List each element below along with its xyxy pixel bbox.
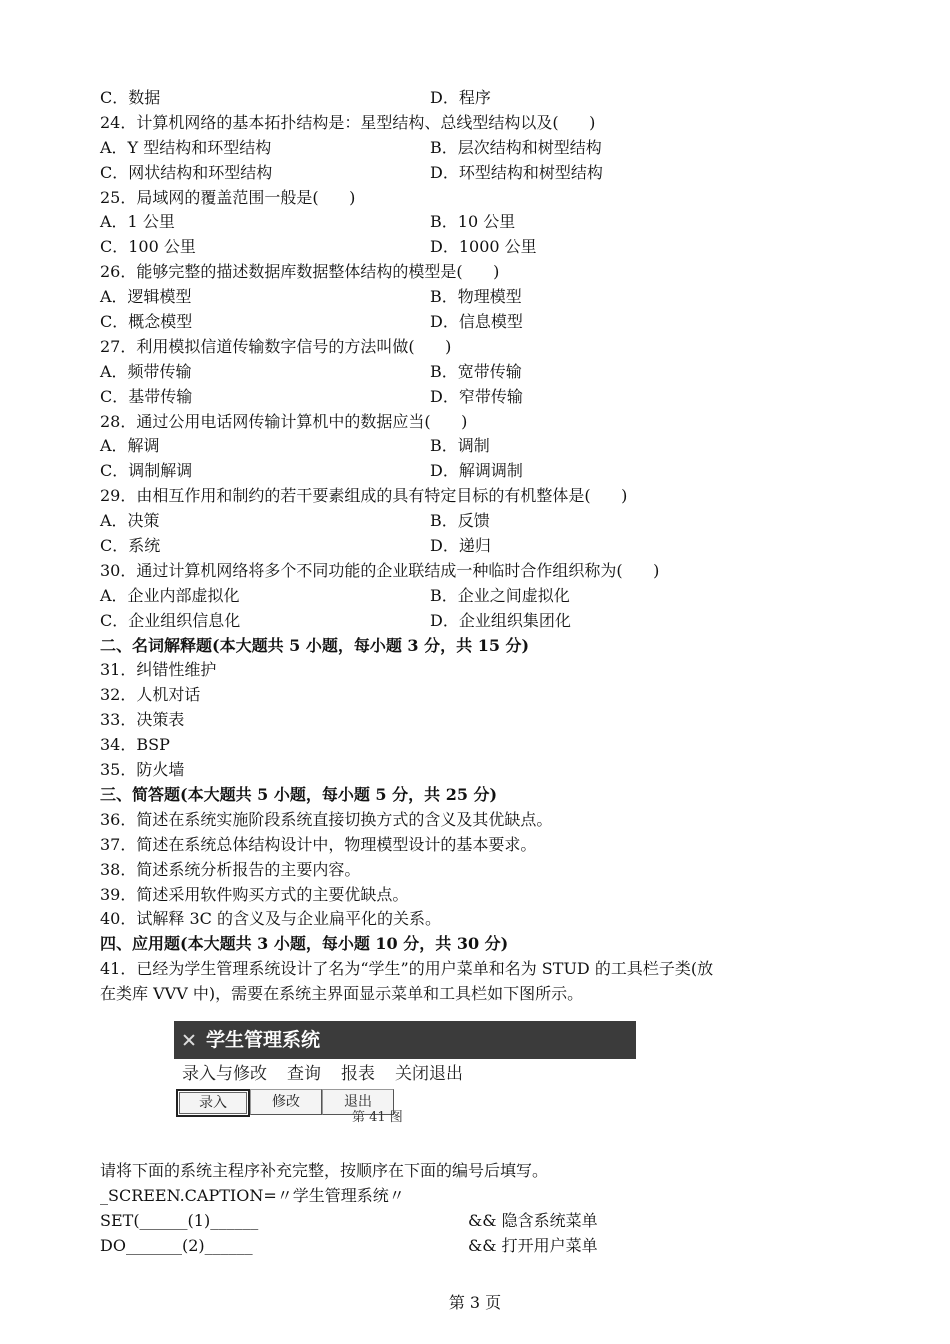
q26-stem: 26．能够完整的描述数据库数据整体结构的模型是( ) xyxy=(100,262,500,282)
code-line-1: SET(______(1)______ && 隐含系统菜单 xyxy=(100,1210,598,1230)
q29-stem: 29．由相互作用和制约的若干要素组成的具有特定目标的有机整体是( ) xyxy=(100,486,628,506)
q25-options-cd: C．100 公里 D．1000 公里 xyxy=(100,237,537,257)
q25-options-ab: A．1 公里 B．10 公里 xyxy=(100,212,516,232)
section-3-item: 40．试解释 3C 的含义及与企业扁平化的关系。 xyxy=(100,909,441,929)
section-3-item: 37．简述在系统总体结构设计中，物理模型设计的基本要求。 xyxy=(100,834,537,854)
q29-options-ab: A．决策 B．反馈 xyxy=(100,511,490,531)
page-number: 第 3 页 xyxy=(448,1293,502,1312)
q23-options-cd: C．数据 D．程序 xyxy=(100,88,491,107)
q24-options-cd: C．网状结构和环型结构 D．环型结构和树型结构 xyxy=(100,162,603,182)
menu-item-query[interactable]: 查询 xyxy=(287,1063,321,1084)
q24-options-ab: A．Y 型结构和环型结构 B．层次结构和树型结构 xyxy=(100,137,602,157)
q27-stem: 27．利用模拟信道传输数字信号的方法叫做( ) xyxy=(100,336,452,356)
page-content xyxy=(100,86,860,1259)
figure-41 xyxy=(100,1007,860,1159)
q24-stem: 24．计算机网络的基本拓扑结构是：星型结构、总线型结构以及( ) xyxy=(100,112,596,132)
q30-options-cd: C．企业组织信息化 D．企业组织集团化 xyxy=(100,610,571,630)
q26-options-cd: C．概念模型 D．信息模型 xyxy=(100,312,523,332)
window-title: 学生管理系统 xyxy=(206,1028,321,1051)
q41-text-line-1: 41．已经为学生管理系统设计了名为“学生”的用户菜单和名为 STUD 的工具栏子类(放 xyxy=(100,959,714,979)
q28-options-ab: A．解调 B．调制 xyxy=(100,436,490,456)
student-system-window xyxy=(174,1021,636,1119)
app-icon xyxy=(180,1031,198,1049)
toolbar xyxy=(174,1089,636,1119)
section-2-heading: 二、名词解释题(本大题共 5 小题，每小题 3 分，共 15 分) xyxy=(100,635,530,655)
section-2-item: 35．防火墙 xyxy=(100,760,185,780)
menu-item-close-exit[interactable]: 关闭退出 xyxy=(395,1063,463,1084)
section-2-item: 31．纠错性维护 xyxy=(100,660,217,680)
exit-button[interactable]: 退出 xyxy=(322,1089,394,1115)
q28-stem: 28．通过公用电话网传输计算机中的数据应当( ) xyxy=(100,411,468,431)
menu-item-report[interactable]: 报表 xyxy=(341,1063,375,1084)
q27-options-cd: C．基带传输 D．窄带传输 xyxy=(100,386,523,406)
q41-text-line-2: 在类库 VVV 中)，需要在系统主界面显示菜单和工具栏如下图所示。 xyxy=(100,984,584,1004)
q28-options-cd: C．调制解调 D．解调调制 xyxy=(100,461,523,481)
instruction-text: 请将下面的系统主程序补充完整，按顺序在下面的编号后填写。 xyxy=(100,1160,549,1180)
q30-stem: 30．通过计算机网络将多个不同功能的企业联结成一种临时合作组织称为( ) xyxy=(100,560,660,580)
section-3-heading: 三、简答题(本大题共 5 小题，每小题 5 分，共 25 分) xyxy=(100,784,498,804)
edit-button[interactable]: 修改 xyxy=(250,1089,322,1115)
window-titlebar xyxy=(174,1021,636,1059)
figure-caption: 第 41 图 xyxy=(352,1109,403,1125)
section-3-item: 38．简述系统分析报告的主要内容。 xyxy=(100,859,361,879)
section-4-heading: 四、应用题(本大题共 3 小题，每小题 10 分，共 30 分) xyxy=(100,934,509,954)
section-2-item: 33．决策表 xyxy=(100,710,185,730)
section-3-item: 36．简述在系统实施阶段系统直接切换方式的含义及其优缺点。 xyxy=(100,809,553,829)
q25-stem: 25．局域网的覆盖范围一般是( ) xyxy=(100,187,356,207)
section-2-item: 34．BSP xyxy=(100,735,170,755)
section-2-item: 32．人机对话 xyxy=(100,685,201,705)
code-line-0: _SCREEN.CAPTION=〃学生管理系统〃 xyxy=(100,1185,405,1205)
code-line-2: DO_______(2)______ && 打开用户菜单 xyxy=(100,1235,598,1255)
entry-button[interactable]: 录入 xyxy=(176,1089,250,1117)
q26-options-ab: A．逻辑模型 B．物理模型 xyxy=(100,287,522,307)
q29-options-cd: C．系统 D．递归 xyxy=(100,536,491,556)
q27-options-ab: A．频带传输 B．宽带传输 xyxy=(100,361,522,381)
menu-bar xyxy=(174,1059,636,1089)
section-3-item: 39．简述采用软件购买方式的主要优缺点。 xyxy=(100,884,409,904)
menu-item-entry-edit[interactable]: 录入与修改 xyxy=(182,1063,267,1084)
q30-options-ab: A．企业内部虚拟化 B．企业之间虚拟化 xyxy=(100,585,570,605)
